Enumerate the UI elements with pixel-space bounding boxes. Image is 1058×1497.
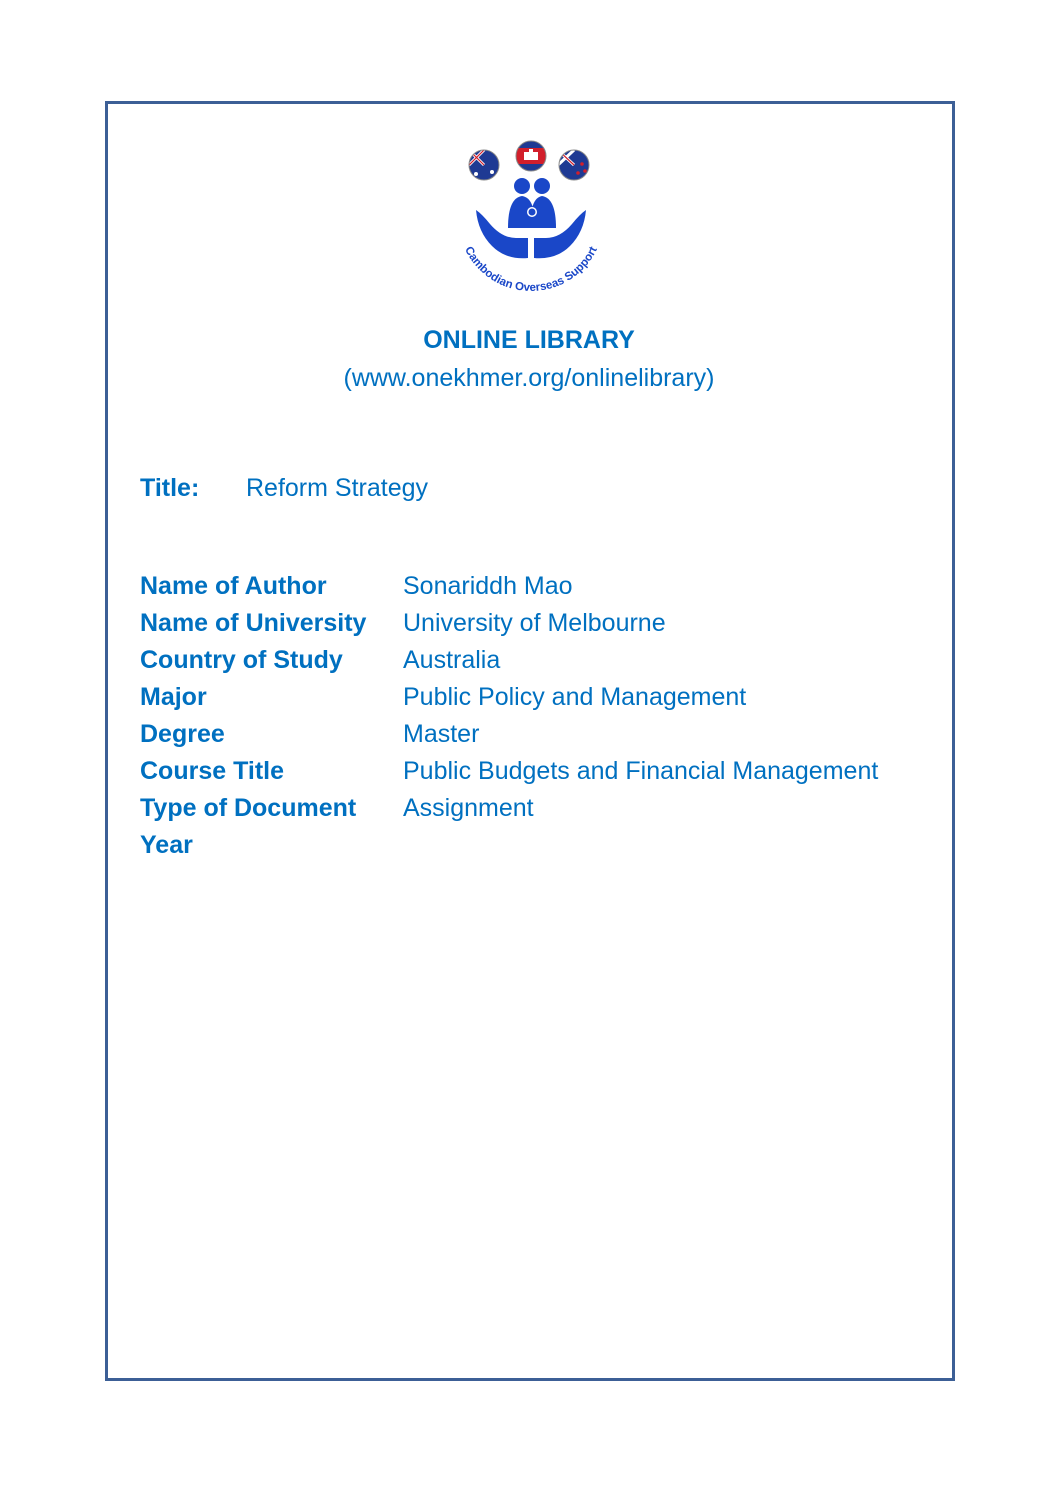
title-label: Title: [140, 474, 200, 502]
info-label: Major [140, 683, 207, 711]
info-value: Sonariddh Mao [403, 572, 573, 600]
info-row-university [140, 605, 878, 642]
info-row-degree [140, 716, 878, 753]
info-value: Assignment [403, 794, 534, 822]
cambodian-overseas-support-logo [446, 140, 616, 300]
info-label: Country of Study [140, 646, 343, 674]
info-value: University of Melbourne [403, 609, 666, 637]
info-row-document-type [140, 790, 878, 827]
info-row-major [140, 679, 878, 716]
info-label: Type of Document [140, 794, 357, 822]
title-value: Reform Strategy [246, 474, 429, 502]
cambodia-flag-icon [514, 140, 548, 172]
library-url: (www.onekhmer.org/onlinelibrary) [343, 364, 715, 392]
info-row-course-title [140, 753, 878, 790]
info-label: Name of University [140, 609, 367, 637]
info-row-author [140, 568, 878, 605]
info-label: Degree [140, 720, 225, 748]
logo-text: Cambodian Overseas Support [462, 244, 600, 295]
info-value: Public Policy and Management [403, 683, 747, 711]
info-label: Course Title [140, 757, 285, 785]
info-value: Master [403, 720, 480, 748]
family-figures-icon [508, 178, 556, 228]
info-value: Australia [403, 646, 501, 674]
library-title: ONLINE LIBRARY [423, 326, 635, 354]
info-label: Name of Author [140, 572, 327, 600]
info-value: Public Budgets and Financial Management [403, 757, 879, 785]
info-label: Year [140, 831, 193, 859]
new-zealand-flag-icon [556, 148, 592, 184]
document-info-table [140, 568, 878, 864]
australia-flag-icon [466, 148, 502, 184]
info-row-country [140, 642, 878, 679]
info-row-year [140, 827, 878, 864]
